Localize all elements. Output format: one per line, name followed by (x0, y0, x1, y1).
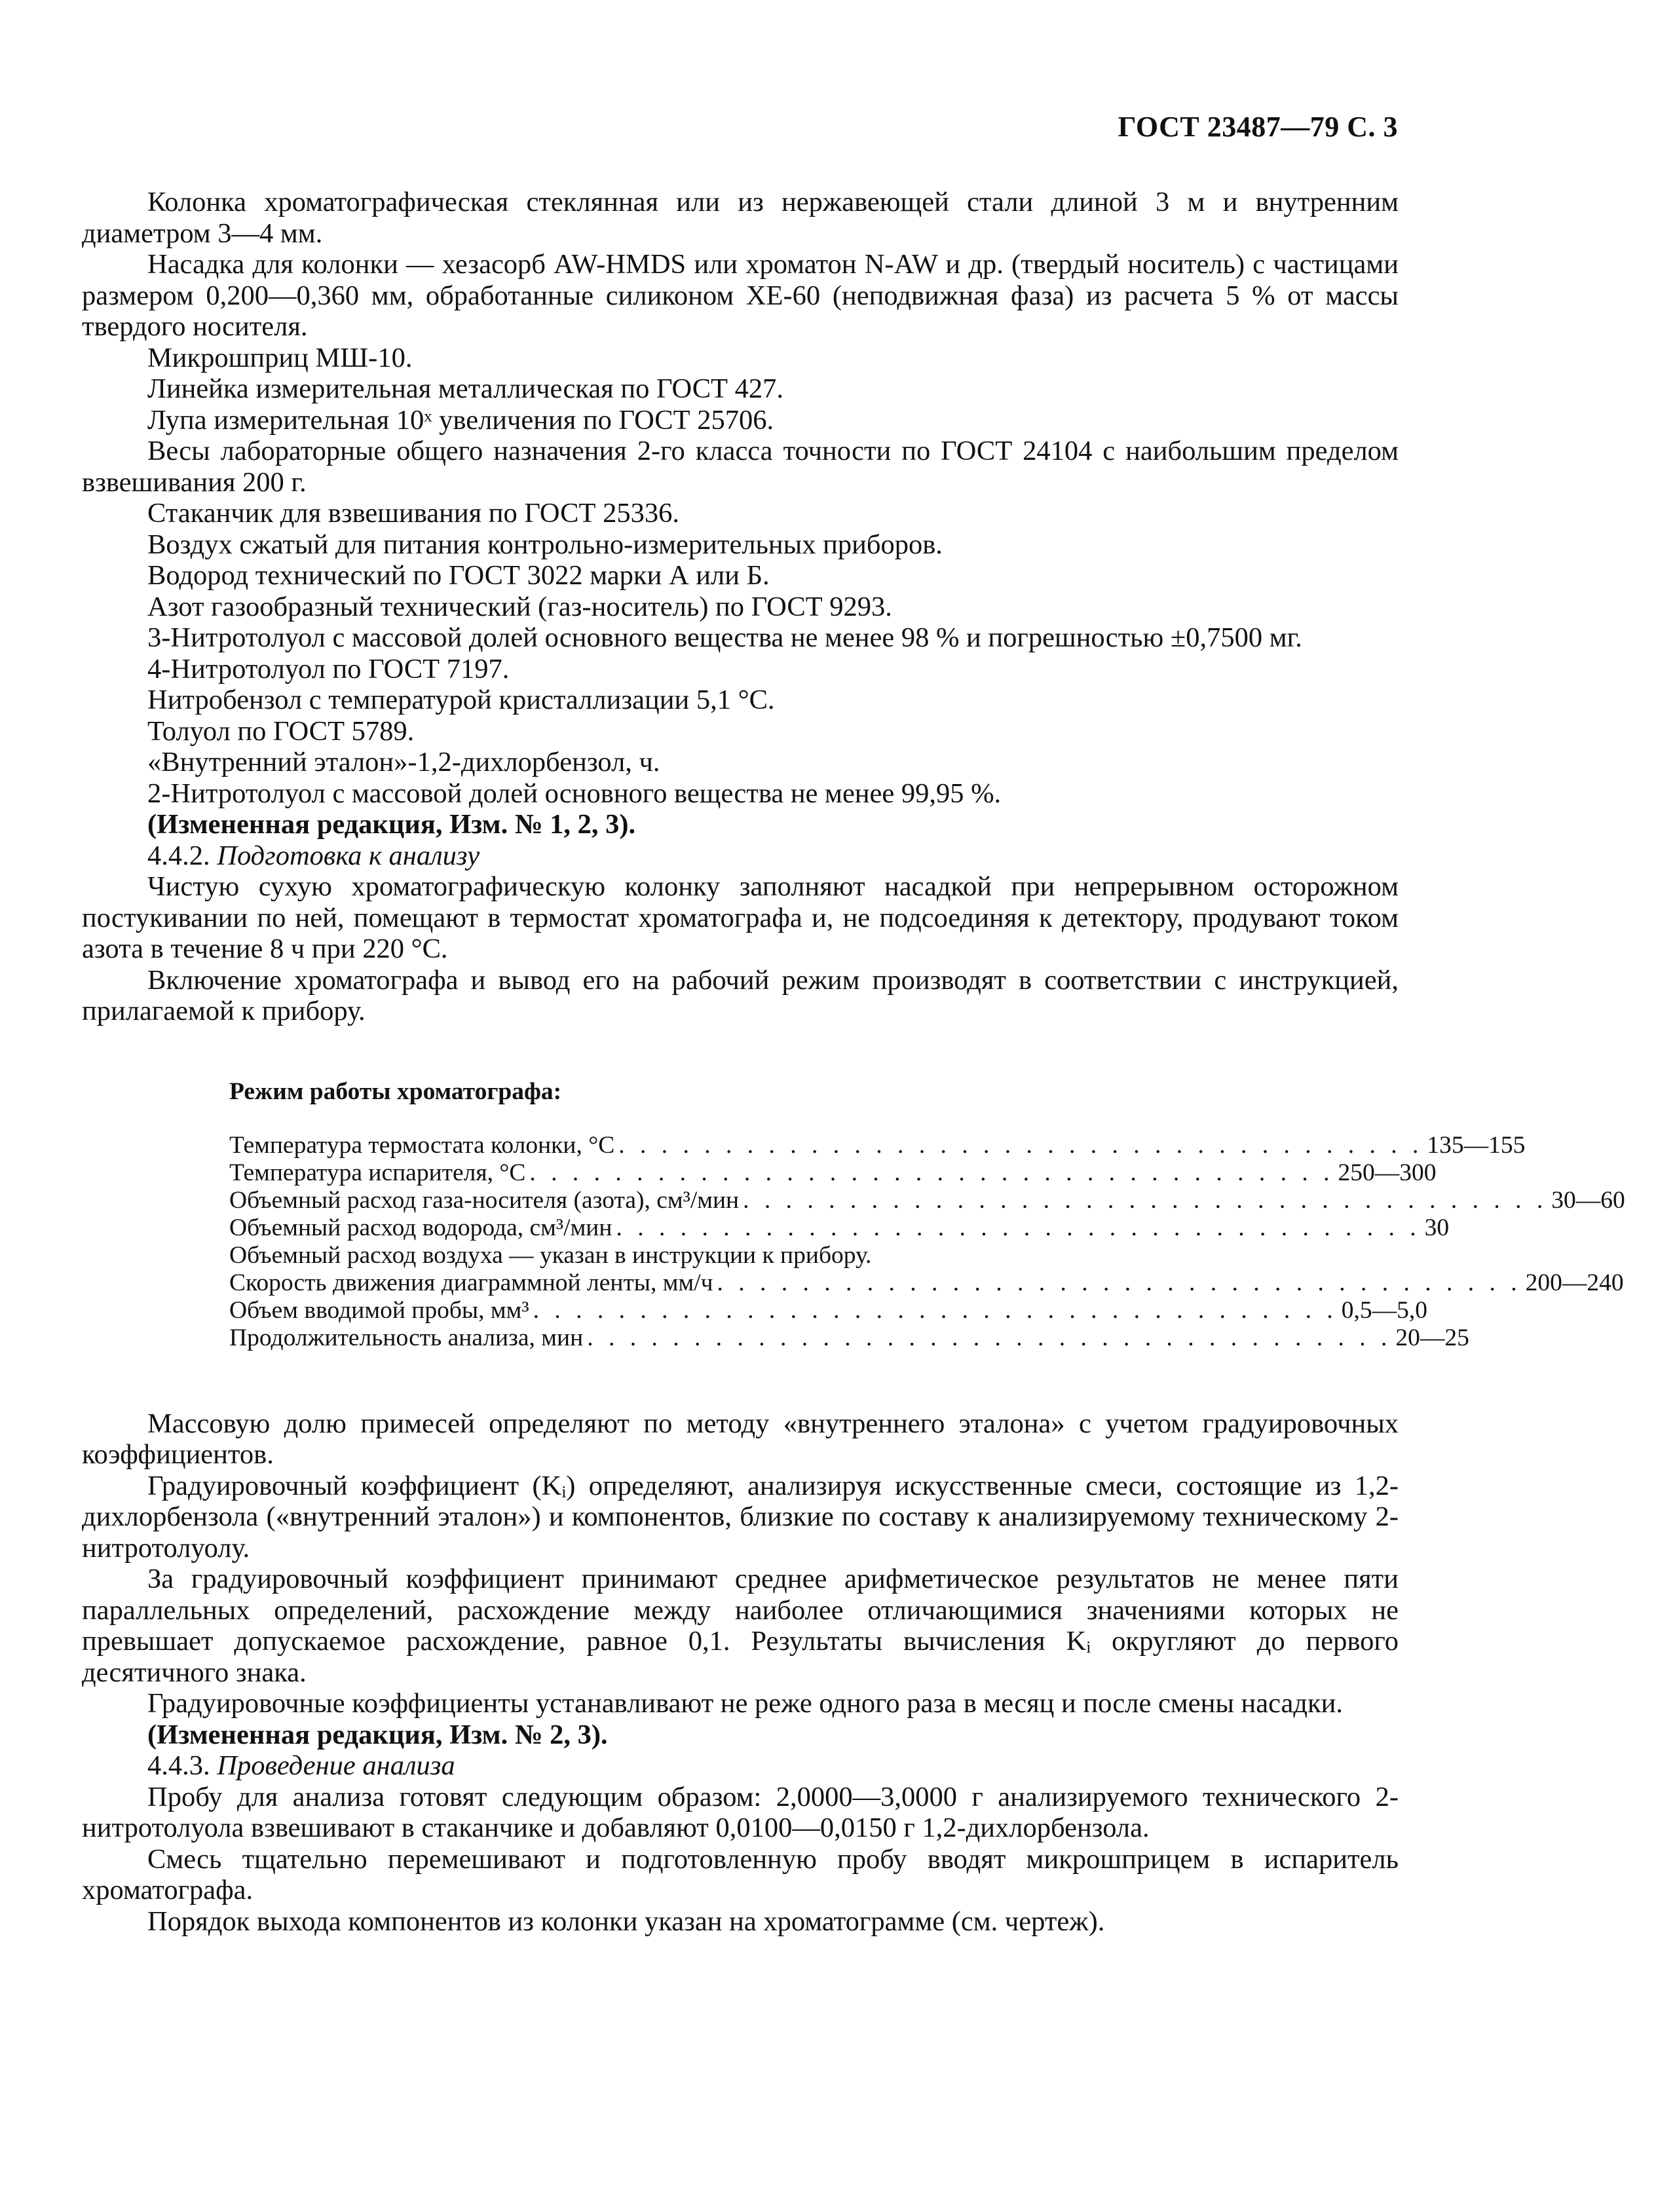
paragraph-scales: Весы лабораторные общего назначения 2-го класса точности по ГОСТ 24104 с наибольшим пределом взвешивания 200 г. (82, 436, 1399, 498)
operating-mode-block (229, 1078, 1625, 1352)
paragraph-calibration-frequency: Градуировочные коэффициенты устанавливают не реже одного раза в месяц и после смены насадки. (147, 1688, 1344, 1719)
mode-row: Продолжительность анализа, мин . . . . . . . . . . . . . . . . . . . . . . . . . . . . . . . . . . . . . . 20—25 (229, 1324, 1469, 1351)
paragraph-ruler: Линейка измерительная металлическая по ГОСТ 427. (147, 373, 784, 404)
paragraph-toluene: Толуол по ГОСТ 5789. (147, 715, 415, 747)
paragraph-prep-startup: Включение хроматографа и вывод его на рабочий режим производят в соответствии с инструкцией, прилагаемой к прибору. (82, 964, 1399, 1026)
paragraph-compressed-air: Воздух сжатый для питания контрольно-измерительных приборов. (147, 529, 943, 560)
mode-row: Объемный расход водорода, см³/мин . . . . . . . . . . . . . . . . . . . . . . . . . . . . . . . . . . . . . . 30 (229, 1214, 1450, 1241)
paragraph-4-nitrotoluene: 4-Нитротолуол по ГОСТ 7197. (147, 653, 510, 684)
section-heading-4-4-2 (82, 840, 1399, 872)
paragraph-calibration-average: За градуировочный коэффициент принимают среднее арифметическое результатов не менее пяти параллельных определений, расхождение между наиболее отличающимися значениями которых не превышает допускаемое расхождение, равное 0,1. Результаты вычисления Kᵢ округляют до первого десятичного знака. (82, 1564, 1399, 1688)
mode-row: Температура термостата колонки, °С . . . . . . . . . . . . . . . . . . . . . . . . . . . . . . . . . . . . . . 135—155 (229, 1131, 1526, 1159)
paragraph-hydrogen: Водород технический по ГОСТ 3022 марки А или Б. (147, 560, 770, 591)
paragraph-calibration-coefficient: Градуировочный коэффициент (Kᵢ) определяют, анализируя искусственные смеси, состоящие из 1,2-дихлорбензола («внутренний эталон») и компонентов, близкие по составу к анализируемому техническому 2-нитротолуолу. (82, 1470, 1399, 1564)
operating-mode-title: Режим работы хроматографа: (229, 1078, 562, 1105)
section-heading-4-4-3 (82, 1750, 1399, 1782)
paragraph-sample-prep: Пробу для анализа готовят следующим образом: 2,0000—3,0000 г анализируемого технического 2-нитротолуола взвешивают в стаканчике и добавляют 0,0100—0,0150 г 1,2-дихлорбензола. (82, 1781, 1399, 1843)
section-number: 4.4.3. (147, 1750, 210, 1781)
mode-row: Скорость движения диаграммной ленты, мм/ч . . . . . . . . . . . . . . . . . . . . . . . . . . . . . . . . . . . . . . 200—240 (229, 1269, 1624, 1296)
mode-row: Температура испарителя, °С . . . . . . . . . . . . . . . . . . . . . . . . . . . . . . . . . . . . . . 250—300 (229, 1159, 1437, 1186)
section-title: Проведение анализа (217, 1750, 455, 1781)
paragraph-impurity-method: Массовую долю примесей определяют по методу «внутреннего эталона» с учетом градуировочных коэффициентов. (82, 1408, 1399, 1470)
edit-note: (Измененная редакция, Изм. № 1, 2, 3). (147, 809, 636, 840)
paragraph-microsyringe: Микрошприц МШ-10. (147, 342, 413, 373)
mode-row: Объем вводимой пробы, мм³ . . . . . . . . . . . . . . . . . . . . . . . . . . . . . . . . . . . . . . 0,5—5,0 (229, 1296, 1427, 1324)
paragraph-column: Колонка хроматографическая стеклянная или из нержавеющей стали длиной 3 м и внутренним диаметром 3—4 мм. (82, 187, 1399, 249)
edit-note: (Измененная редакция, Изм. № 2, 3). (147, 1719, 608, 1750)
paragraph-weighing-cup: Стаканчик для взвешивания по ГОСТ 25336. (147, 498, 679, 529)
paragraph-nitrobenzene: Нитробензол с температурой кристаллизации 5,1 °С. (147, 684, 775, 715)
paragraph-internal-standard: «Внутренний эталон»-1,2-дихлорбензол, ч. (147, 747, 660, 778)
paragraph-packing: Насадка для колонки — хезасорб AW-HMDS или хроматон N-AW и др. (твердый носитель) с частицами размером 0,200—0,360 мм, обработанные силиконом ХЕ-60 (неподвижная фаза) из расчета 5 % от массы твердого носителя. (82, 249, 1399, 342)
page-header: ГОСТ 23487—79 С. 3 (1118, 111, 1398, 143)
mode-row: Объемный расход воздуха — указан в инструкции к прибору. (229, 1241, 872, 1269)
paragraph-3-nitrotoluene: 3-Нитротолуол с массовой долей основного вещества не менее 98 % и погрешностью ±0,7500 мг. (147, 622, 1302, 653)
section-title: Подготовка к анализу (217, 840, 480, 871)
paragraph-nitrogen: Азот газообразный технический (газ-носитель) по ГОСТ 9293. (147, 591, 892, 622)
paragraph-elution-order: Порядок выхода компонентов из колонки указан на хроматограмме (см. чертеж). (147, 1905, 1105, 1937)
paragraph-sample-injection: Смесь тщательно перемешивают и подготовленную пробу вводят микрошприцем в испаритель хроматографа. (82, 1843, 1399, 1905)
document-body (82, 187, 1625, 1937)
mode-row: Объемный расход газа-носителя (азота), см³/мин . . . . . . . . . . . . . . . . . . . . . . . . . . . . . . . . . . . . . . 30—60 (229, 1186, 1625, 1214)
paragraph-prep-column: Чистую сухую хроматографическую колонку заполняют насадкой при непрерывном осторожном постукивании по ней, помещают в термостат хроматографа и, не подсоединяя к детектору, продувают током азота в течение 8 ч при 220 °С. (82, 871, 1399, 964)
paragraph-magnifier: Лупа измерительная 10ˣ увеличения по ГОСТ 25706. (147, 404, 774, 436)
section-number: 4.4.2. (147, 840, 210, 871)
paragraph-2-nitrotoluene: 2-Нитротолуол с массовой долей основного вещества не менее 99,95 %. (147, 778, 1002, 809)
